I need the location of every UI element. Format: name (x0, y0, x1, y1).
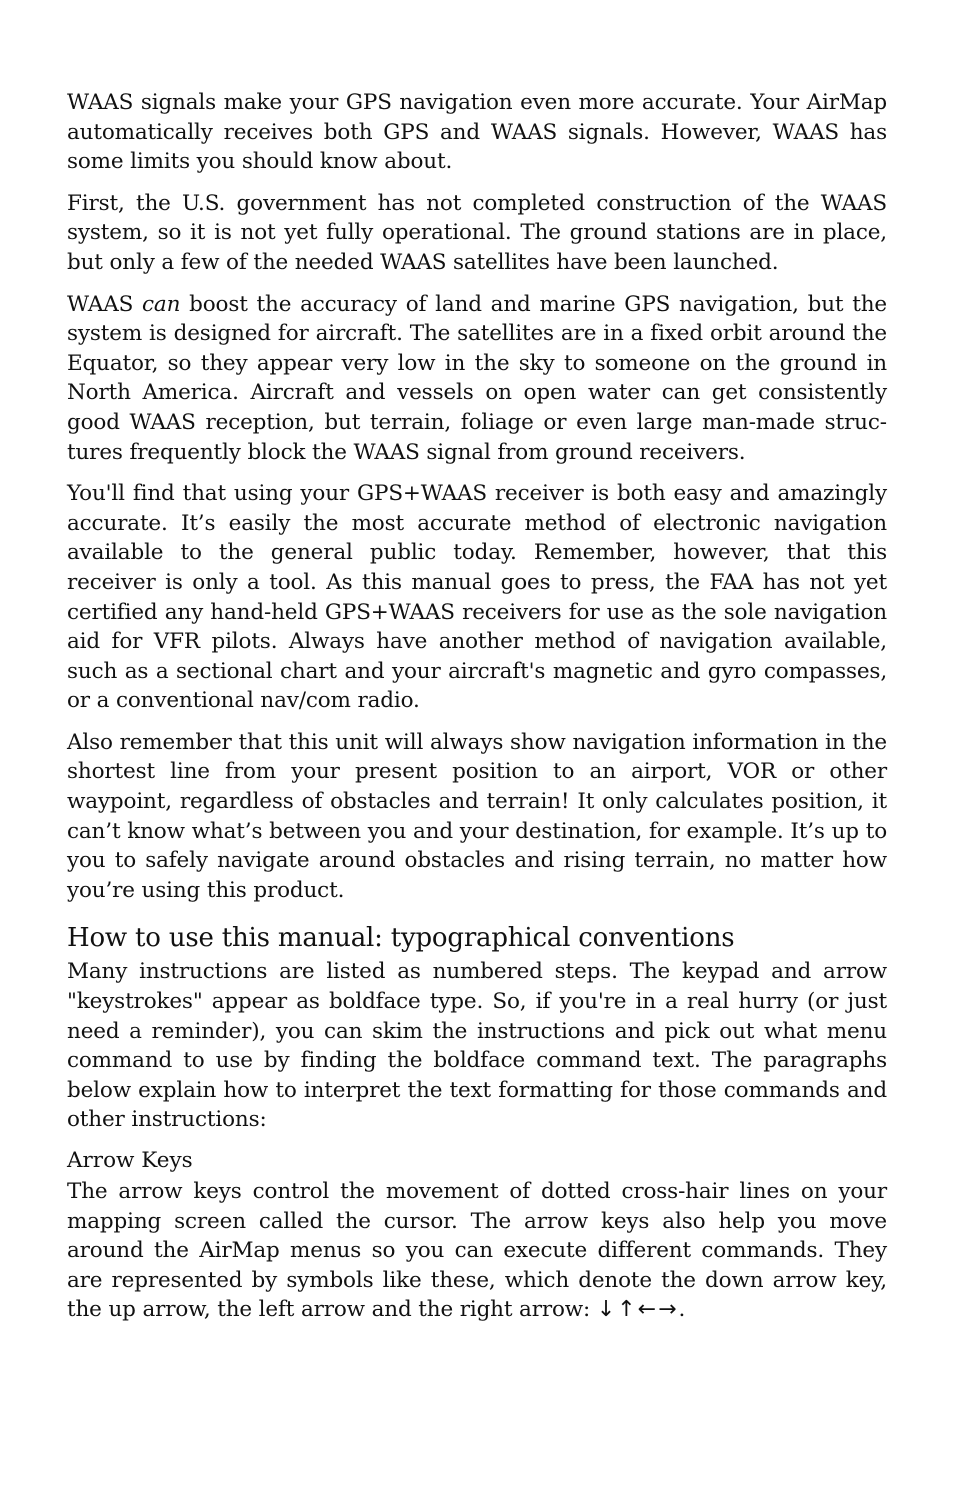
subheading-arrow-keys: Arrow Keys (67, 1148, 193, 1173)
arrow-keys-text: The arrow keys control the movement of dotted cross-hair lines on your mapping screen called the cursor. The arrow keys also help you move around the AirMap menus so you can execute different commands. They are represented by symbols like these, which denote the down arrow key, the up arrow, the left arrow and the right arrow: (67, 1179, 887, 1323)
emphasis-can: can (142, 291, 181, 317)
paragraph-waas-status: First, the U.S. government has not completed construction of the WAAS system, so it is not yet fully operational. The ground stations are in place, but only a few of the needed WAAS satellites have been launched. (67, 190, 887, 275)
paragraph-navigation-warning: Also remember that this unit will always show navigation information in the shortest line from your present position to an airport, VOR or other waypoint, regardless of obstacles and terrain! It only calculates position, it can’t know what’s between you and your destination, for example. It’s up to you to safely navigate around obstacles and rising terrain, no matter how you’re using this product. (67, 729, 887, 903)
paragraph-receiver-tool: You'll find that using your GPS+WAAS receiver is both easy and amazingly accurate. It’s easily the most accurate method of electronic navigation available to the general public today. Remember, however, that this receiver is only a tool. As this manual goes to press, the FAA has not yet certified any hand-held GPS+WAAS receivers for use as the sole navigation aid for VFR pilots. Always have another method of navigation available, such as a sectional chart and your aircraft's magnetic and gyro compasses, or a conventional nav/com radio. (67, 481, 887, 714)
manual-page (67, 88, 887, 1337)
paragraph-waas-aircraft (67, 290, 887, 468)
paragraph-waas-intro: WAAS signals make your GPS navigation even more accurate. Your AirMap automatically receives both GPS and WAAS signals. However, WAAS has some limits you should know about. (67, 90, 887, 175)
arrow-symbols: ↓↑←→ (596, 1297, 679, 1323)
paragraph-arrow-keys (67, 1177, 887, 1325)
section-heading-typographical-conventions: How to use this manual: typographical conventions (67, 923, 735, 954)
paragraph-waas-aircraft-start: WAAS (67, 291, 143, 317)
paragraph-conventions-intro: Many instructions are listed as numbered steps. The keypad and arrow "keystrokes" appear as boldface type. So, if you're in a real hurry (or just need a reminder), you can skim the instructions and pick out what menu command to use by finding the boldface command text. The paragraphs below explain how to interpret the text formatting for those commands and other instructions: (67, 959, 887, 1133)
arrow-keys-end: . (678, 1297, 686, 1323)
paragraph-waas-aircraft-rest: boost the accuracy of land and marine GPS navigation, but the system is designed for aircraft. The satellites are in a fixed orbit around the Equator, so they appear very low in the sky to someone on the ground in North America. Aircraft and vessels on open water can get consistently good WAAS reception, but terrain, foliage or even large man-made structures frequently block the WAAS signal from ground receivers. (67, 291, 887, 465)
